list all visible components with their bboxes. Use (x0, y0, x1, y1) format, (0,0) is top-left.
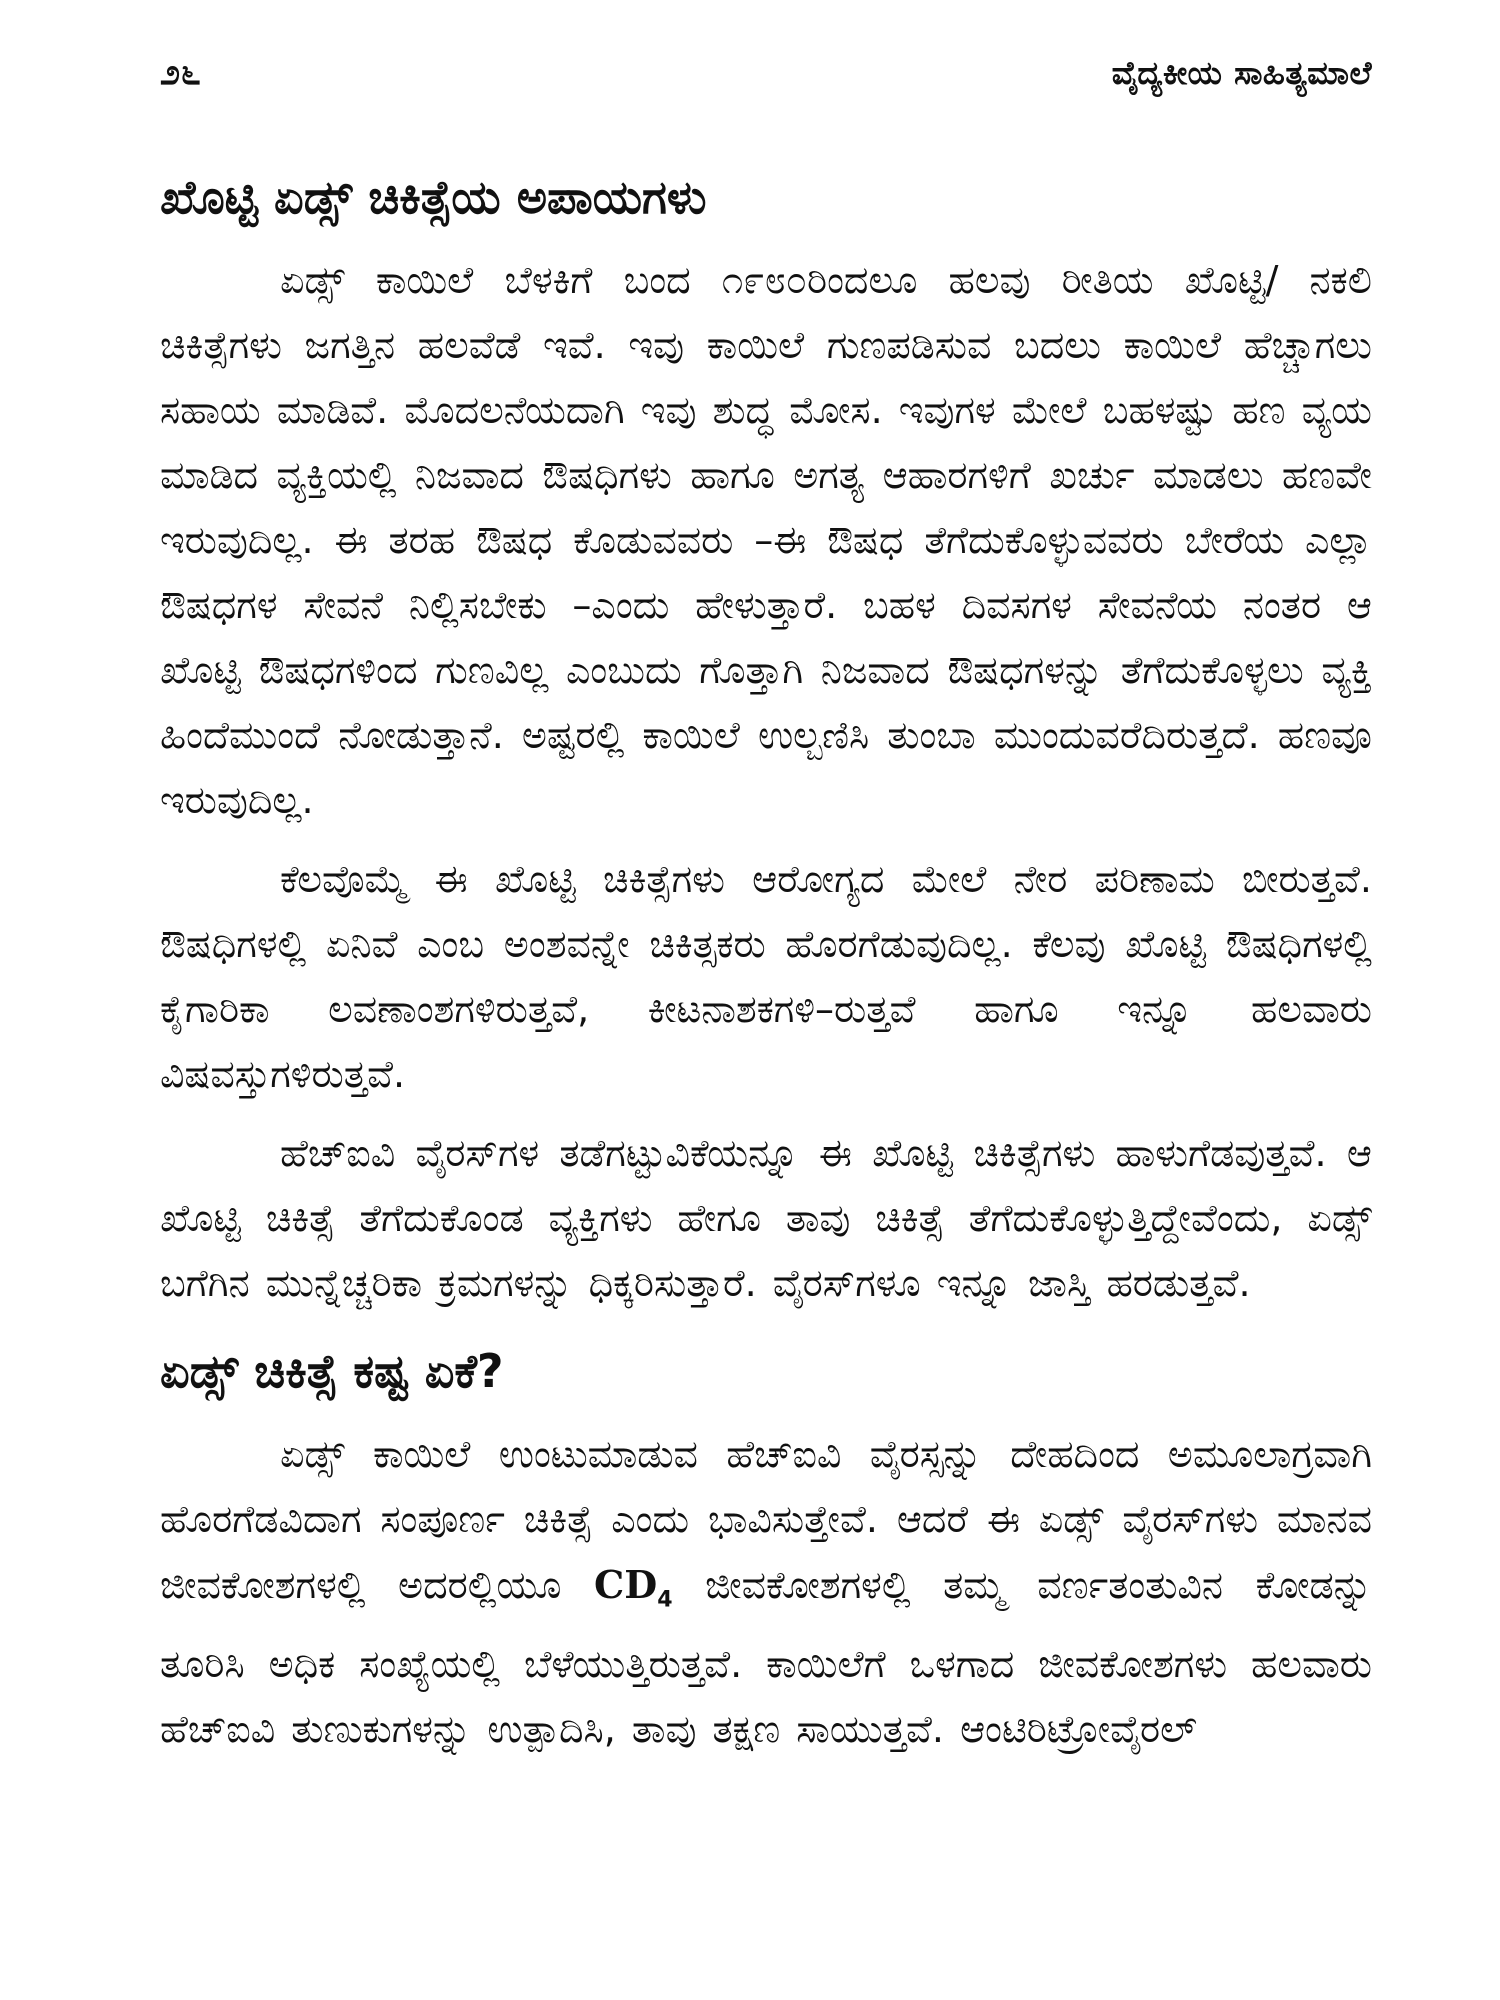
paragraph-1: ಏಡ್ಸ್ ಕಾಯಿಲೆ ಬೆಳಕಿಗೆ ಬಂದ ೧೯೮೦ರಿಂದಲೂ ಹಲವು ರೀತಿಯ ಖೊಟ್ಟಿ/ ನಕಲಿ ಚಿಕಿತ್ಸೆಗಳು ಜಗತ್ತಿನ ಹಲವೆಡೆ ಇವೆ. ಇವು ಕಾಯಿಲೆ ಗುಣಪಡಿಸುವ ಬದಲು ಕಾಯಿಲೆ ಹೆಚ್ಚಾಗಲು ಸಹಾಯ ಮಾಡಿವೆ. ಮೊದಲನೆಯದಾಗಿ ಇವು ಶುದ್ಧ ಮೋಸ. ಇವುಗಳ ಮೇಲೆ ಬಹಳಷ್ಟು ಹಣ ವ್ಯಯ ಮಾಡಿದ ವ್ಯಕ್ತಿಯಲ್ಲಿ ನಿಜವಾದ ಔಷಧಿಗಳು ಹಾಗೂ ಅಗತ್ಯ ಆಹಾರಗಳಿಗೆ ಖರ್ಚು ಮಾಡಲು ಹಣವೇ ಇರುವುದಿಲ್ಲ. ಈ ತರಹ ಔಷಧ ಕೊಡುವವರು –ಈ ಔಷಧ ತೆಗೆದುಕೊಳ್ಳುವವರು ಬೇರೆಯ ಎಲ್ಲಾ ಔಷಧಗಳ ಸೇವನೆ ನಿಲ್ಲಿಸಬೇಕು –ಎಂದು ಹೇಳುತ್ತಾರೆ. ಬಹಳ ದಿವಸಗಳ ಸೇವನೆಯ ನಂತರ ಆ ಖೊಟ್ಟಿ ಔಷಧಗಳಿಂದ ಗುಣವಿಲ್ಲ ಎಂಬುದು ಗೊತ್ತಾಗಿ ನಿಜವಾದ ಔಷಧಗಳನ್ನು ತೆಗೆದುಕೊಳ್ಳಲು ವ್ಯಕ್ತಿ ಹಿಂದೆಮುಂದೆ ನೋಡುತ್ತಾನೆ. ಅಷ್ಟರಲ್ಲಿ ಕಾಯಿಲೆ ಉಲ್ಬಣಿಸಿ ತುಂಬಾ ಮುಂದುವರೆದಿರುತ್ತದೆ. ಹಣವೂ ಇರುವುದಿಲ್ಲ. (160, 257, 1372, 822)
book-title: ವೈದ್ಯಕೀಯ ಸಾಹಿತ್ಯಮಾಲೆ (1111, 54, 1372, 92)
cd-label: CD (594, 1561, 658, 1607)
paragraph-2: ಕೆಲವೊಮ್ಮೆ ಈ ಖೊಟ್ಟಿ ಚಿಕಿತ್ಸೆಗಳು ಆರೋಗ್ಯದ ಮೇಲೆ ನೇರ ಪರಿಣಾಮ ಬೀರುತ್ತವೆ. ಔಷಧಿಗಳಲ್ಲಿ ಏನಿವೆ ಎಂಬ ಅಂಶವನ್ನೇ ಚಿಕಿತ್ಸಕರು ಹೊರಗೆಡುವುದಿಲ್ಲ. ಕೆಲವು ಖೊಟ್ಟಿ ಔಷಧಿಗಳಲ್ಲಿ ಕೈಗಾರಿಕಾ ಲವಣಾಂಶಗಳಿರುತ್ತವೆ, ಕೀಟನಾಶಕಗಳಿ–ರುತ್ತವೆ ಹಾಗೂ ಇನ್ನೂ ಹಲವಾರು ವಿಷವಸ್ತುಗಳಿರುತ್ತವೆ. (160, 856, 1372, 1096)
page-number: ೨೬ (160, 52, 202, 93)
running-head (160, 52, 1372, 112)
paragraph-4-part-1: ಏಡ್ಸ್ ಕಾಯಿಲೆ ಉಂಟುಮಾಡುವ ಹೆಚ್ಐವಿ ವೈರಸ್ಸನ್ನು ದೇಹದಿಂದ ಅಮೂಲಾಗ್ರವಾಗಿ ಹೊರಗೆಡವಿದಾಗ ಸಂಪೂರ್ಣ ಚಿಕಿತ್ಸೆ ಎಂದು ಭಾವಿಸುತ್ತೇವೆ. ಆದರೆ ಈ ಏಡ್ಸ್ ವೈರಸ್‌ಗಳು ಮಾನವ ಜೀವಕೋಶಗಳಲ್ಲಿ ಅದರಲ್ಲಿಯೂ (160, 1431, 1372, 1607)
paragraph-4 (160, 1422, 1372, 1763)
section-heading-why-treatment-hard: ಏಡ್ಸ್ ಚಿಕಿತ್ಸೆ ಕಷ್ಟ ಏಕೆ? (160, 1343, 504, 1398)
paragraph-3: ಹೆಚ್ಐವಿ ವೈರಸ್‌ಗಳ ತಡೆಗಟ್ಟುವಿಕೆಯನ್ನೂ ಈ ಖೊಟ್ಟಿ ಚಿಕಿತ್ಸೆಗಳು ಹಾಳುಗೆಡವುತ್ತವೆ. ಆ ಖೊಟ್ಟಿ ಚಿಕಿತ್ಸೆ ತೆಗೆದುಕೊಂಡ ವ್ಯಕ್ತಿಗಳು ಹೇಗೂ ತಾವು ಚಿಕಿತ್ಸೆ ತೆಗೆದುಕೊಳ್ಳುತ್ತಿದ್ದೇವೆಂದು, ಏಡ್ಸ್ ಬಗೆಗಿನ ಮುನ್ನೆಚ್ಚರಿಕಾ ಕ್ರಮಗಳನ್ನು ಧಿಕ್ಕರಿಸುತ್ತಾರೆ. ವೈರಸ್‌ಗಳೂ ಇನ್ನೂ ಜಾಸ್ತಿ ಹರಡುತ್ತವೆ. (160, 1130, 1372, 1305)
section-heading-fake-treatment-risks: ಖೊಟ್ಟಿ ಏಡ್ಸ್ ಚಿಕಿತ್ಸೆಯ ಅಪಾಯಗಳು (160, 170, 707, 224)
paragraph-4-part-2: ಜೀವಕೋಶಗಳಲ್ಲಿ ತಮ್ಮ ವರ್ಣತಂತುವಿನ ಕೋಡನ್ನು ತೂರಿಸಿ ಅಧಿಕ ಸಂಖ್ಯೆಯಲ್ಲಿ ಬೆಳೆಯುತ್ತಿರುತ್ತವೆ. ಕಾಯಿಲೆಗೆ ಒಳಗಾದ ಜೀವಕೋಶಗಳು ಹಲವಾರು ಹೆಚ್ಐವಿ ತುಣುಕುಗಳನ್ನು ಉತ್ಪಾದಿಸಿ, ತಾವು ತಕ್ಷಣ ಸಾಯುತ್ತವೆ. ಆಂಟಿರಿಟ್ರೋವೈರಲ್ (160, 1562, 1373, 1752)
cd-subscript: 4 (657, 1587, 673, 1613)
